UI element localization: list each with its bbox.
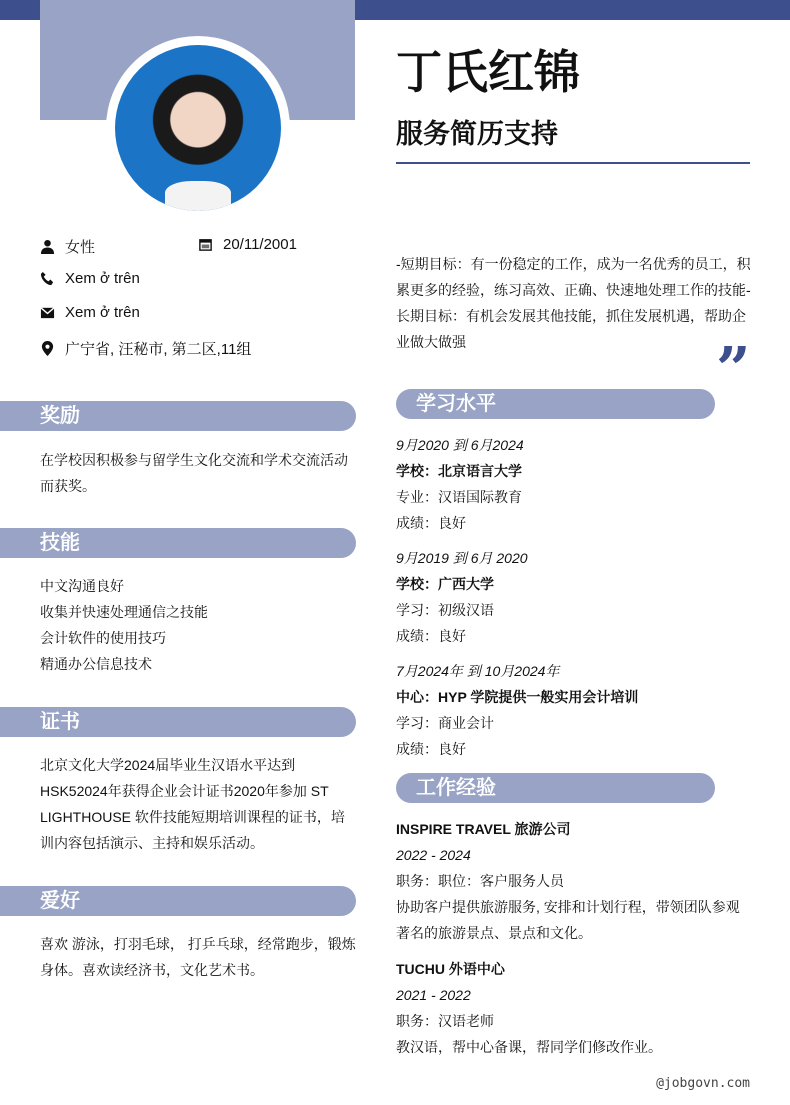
education-entry	[396, 545, 752, 649]
certificates-text: 北京文化大学2024届毕业生汉语水平达到HSK52024年获得企业会计证书2020年参加 ST LIGHTHOUSE 软件技能短期培训课程的证书，培训内容包括演示、主持和娱乐活动。	[40, 757, 345, 851]
candidate-name: 丁氏红锦	[396, 46, 580, 98]
experience-description: 协助客户提供旅游服务, 安排和计划行程，带领团队参观著名的旅游景点、景点和文化。	[396, 899, 740, 941]
quote-icon: ”	[716, 335, 751, 405]
experience-heading: 工作经验	[396, 773, 715, 803]
education-period: 9月2019 到 6月 2020	[396, 550, 528, 566]
experience-company: TUCHU 外语中心	[396, 961, 505, 977]
gender-row	[40, 236, 95, 257]
hobbies-heading: 爱好	[0, 886, 356, 916]
phone-icon	[40, 271, 55, 286]
education-school: 学校：北京语言大学	[396, 463, 522, 479]
gender: 女性	[65, 239, 96, 256]
experience-entry	[396, 956, 752, 1060]
education-period: 9月2020 到 6月2024	[396, 437, 524, 453]
birthdate-row	[198, 236, 297, 253]
education-period: 7月2024年 到 10月2024年	[396, 663, 560, 679]
phone: Xem ở trên	[65, 270, 140, 287]
skills-list	[40, 573, 356, 677]
birthdate: 20/11/2001	[223, 236, 297, 253]
education-school: 中心：HYP 学院提供一般实用会计培训	[396, 689, 639, 705]
skill-item: 会计软件的使用技巧	[40, 630, 166, 646]
education-major: 学习：初级汉语	[396, 602, 494, 618]
email: Xem ở trên	[65, 304, 140, 321]
experience-company: INSPIRE TRAVEL 旅游公司	[396, 821, 571, 837]
experience-description: 教汉语，帮中心备课，帮同学们修改作业。	[396, 1039, 662, 1055]
skills-heading: 技能	[0, 528, 356, 558]
divider	[396, 162, 750, 164]
education-major: 学习：商业会计	[396, 715, 494, 731]
objective-text: -短期目标：有一份稳定的工作，成为一名优秀的员工，积累更多的经验，练习高效、正确、快速地处理工作的技能-长期目标：有机会发展其他技能，抓住发展机遇，帮助企业做大做强	[396, 256, 751, 350]
address: 广宁省, 汪秘市, 第二区,11组	[65, 341, 252, 358]
experience-period: 2021 - 2022	[396, 987, 471, 1003]
awards-heading: 奖励	[0, 401, 356, 431]
education-grade: 成绩：良好	[396, 515, 466, 531]
education-major: 专业：汉语国际教育	[396, 489, 522, 505]
job-title: 服务简历支持	[396, 119, 558, 149]
skill-item: 中文沟通良好	[40, 578, 124, 594]
hobbies-text: 喜欢 游泳，打羽毛球， 打乒乓球，经常跑步，锻炼身体。喜欢读经济书，文化艺术书。	[40, 936, 356, 978]
email-row	[40, 304, 140, 321]
education-grade: 成绩：良好	[396, 628, 466, 644]
calendar-icon	[198, 237, 213, 252]
envelope-icon	[40, 305, 55, 320]
phone-row	[40, 270, 140, 287]
experience-period: 2022 - 2024	[396, 847, 471, 863]
awards-text: 在学校因积极参与留学生文化交流和学术交流活动而获奖。	[40, 452, 348, 494]
skill-item: 精通办公信息技术	[40, 656, 152, 672]
location-pin-icon	[40, 341, 55, 356]
education-heading: 学习水平	[396, 389, 715, 419]
footer-watermark: @jobgovn.com	[656, 1076, 750, 1091]
user-icon	[40, 239, 55, 254]
education-entry	[396, 658, 752, 762]
profile-photo	[106, 36, 290, 220]
address-row	[40, 338, 251, 359]
education-grade: 成绩：良好	[396, 741, 466, 757]
skill-item: 收集并快速处理通信之技能	[40, 604, 208, 620]
education-entry	[396, 432, 752, 536]
experience-role: 职务：汉语老师	[396, 1013, 494, 1029]
experience-role: 职务：职位：客户服务人员	[396, 873, 564, 889]
certificates-heading: 证书	[0, 707, 356, 737]
experience-entry	[396, 816, 752, 946]
education-school: 学校：广西大学	[396, 576, 494, 592]
